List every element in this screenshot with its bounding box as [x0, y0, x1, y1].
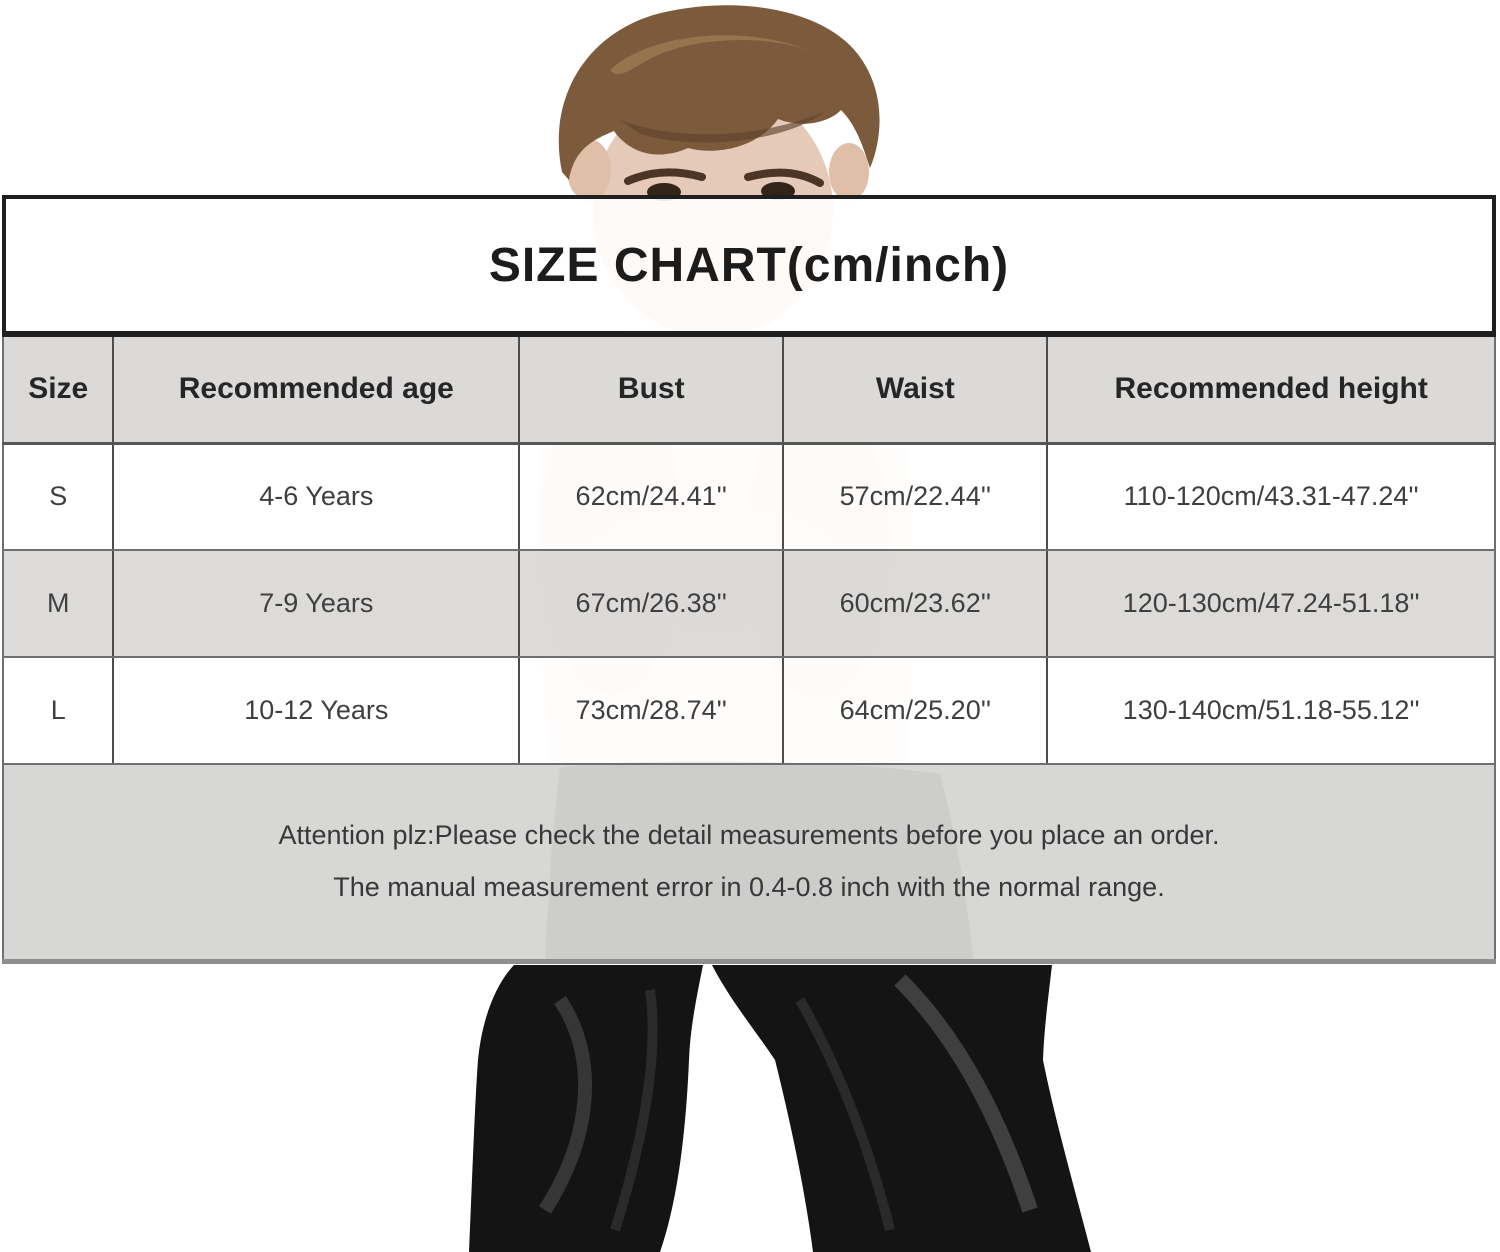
size-chart-table [2, 337, 1496, 964]
boy-right-ear [829, 143, 869, 201]
cell-age: 7-9 Years [113, 550, 519, 657]
cell-height: 120-130cm/47.24-51.18'' [1047, 550, 1495, 657]
cell-bust: 73cm/28.74'' [519, 657, 783, 764]
size-chart-panel [2, 195, 1496, 964]
attention-note-row [3, 764, 1495, 961]
cell-size: S [3, 443, 113, 550]
cell-waist: 60cm/23.62'' [783, 550, 1047, 657]
size-chart-title-box [2, 195, 1496, 337]
header-recommended-height: Recommended height [1047, 337, 1495, 443]
cell-bust: 67cm/26.38'' [519, 550, 783, 657]
boy-right-leg [712, 965, 1091, 1252]
cell-height: 110-120cm/43.31-47.24'' [1047, 443, 1495, 550]
header-size: Size [3, 337, 113, 443]
table-header-row [3, 337, 1495, 443]
attention-line-2: The manual measurement error in 0.4-0.8 inch with the normal range. [333, 871, 1165, 902]
cell-size: M [3, 550, 113, 657]
header-waist: Waist [783, 337, 1047, 443]
size-chart-title: SIZE CHART(cm/inch) [488, 238, 1010, 292]
size-row-s [3, 443, 1495, 550]
header-bust: Bust [519, 337, 783, 443]
cell-age: 10-12 Years [113, 657, 519, 764]
header-recommended-age: Recommended age [113, 337, 519, 443]
size-row-l [3, 657, 1495, 764]
boy-legs-photo [469, 965, 1091, 1252]
attention-line-1: Attention plz:Please check the detail measurements before you place an order. [278, 820, 1220, 851]
attention-note [3, 764, 1495, 961]
cell-age: 4-6 Years [113, 443, 519, 550]
cell-waist: 57cm/22.44'' [783, 443, 1047, 550]
cell-waist: 64cm/25.20'' [783, 657, 1047, 764]
cell-bust: 62cm/24.41'' [519, 443, 783, 550]
cell-size: L [3, 657, 113, 764]
size-row-m [3, 550, 1495, 657]
cell-height: 130-140cm/51.18-55.12'' [1047, 657, 1495, 764]
